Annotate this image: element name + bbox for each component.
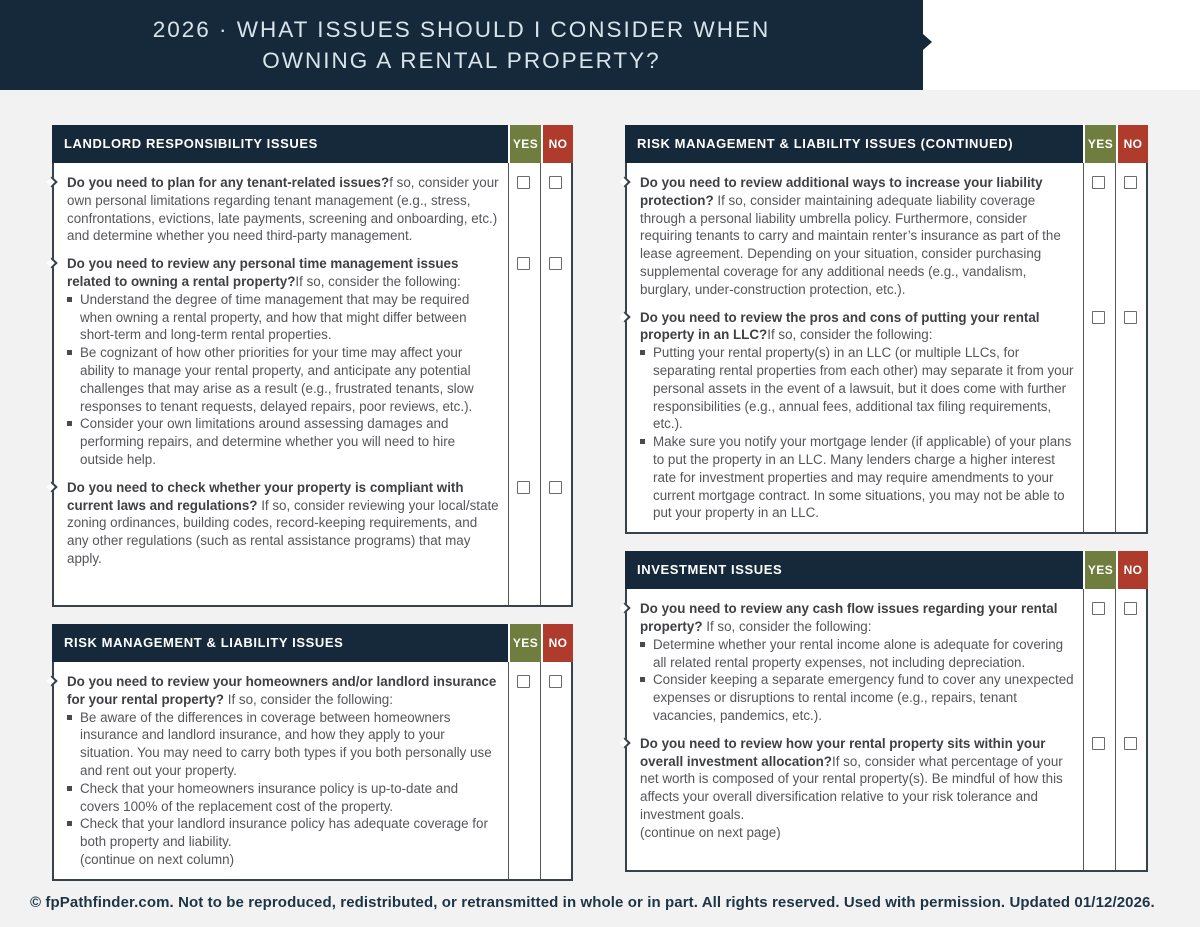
bullet-icon <box>640 350 645 355</box>
bullet-icon <box>67 421 72 426</box>
bullet-item: Make sure you notify your mortgage lender (if applicable) of your plans to put the property in an LLC. Many lenders charge a higher interest rate for investment properties and may require amendments to your current mortgage contract. In some situations, you may not be able to put your property in an LLC. <box>640 433 1074 522</box>
no-checkbox[interactable] <box>549 481 562 494</box>
yes-header: YES <box>1083 125 1116 163</box>
yes-checkbox[interactable] <box>517 481 530 494</box>
bullet-icon <box>640 439 645 444</box>
bullet-icon <box>640 677 645 682</box>
yes-checkbox[interactable] <box>517 257 530 270</box>
question-pointer-icon <box>619 737 630 748</box>
continuation-note: (continue on next column) <box>80 851 235 867</box>
section-header <box>625 551 1148 589</box>
question-item <box>627 309 1146 533</box>
question-text: Do you need to review how your rental property sits within your overall investment allocation?If so, consider what percentage of your net worth is composed of your rental property(s). Be mindful of how this affects your overall diversification relative to your risk tolerance and investment goals. <box>640 735 1063 822</box>
question-text: Do you need to review any cash flow issues regarding your rental property? If so, consider the following: <box>640 601 1058 634</box>
page-title-line-2: OWNING A RENTAL PROPERTY? <box>262 48 661 73</box>
no-checkbox[interactable] <box>1124 737 1137 750</box>
bullet-item: Consider keeping a separate emergency fund to cover any unexpected expenses or disruptions to rental income (e.g., repairs, tenant vacancies, pandemics, etc.). <box>640 671 1074 724</box>
question-bold: Do you need to review the pros and cons of putting your rental property in an LLC? <box>640 309 1040 343</box>
question-item <box>627 174 1146 309</box>
bullet-item: Consider your own limitations around assessing damages and performing repairs, and determine whether you will need to hire outside help. <box>67 415 499 468</box>
question-pointer-icon <box>46 675 57 686</box>
question-bold: Do you need to plan for any tenant-related issues? <box>67 175 390 190</box>
section-risk-management-liability-issues <box>52 624 573 881</box>
question-pointer-icon <box>46 258 57 269</box>
bullet-item: Check that your homeowners insurance policy is up-to-date and covers 100% of the replacement cost of the property. <box>67 780 499 816</box>
bullet-list <box>640 636 1074 725</box>
section-body <box>52 662 573 881</box>
no-header: NO <box>541 125 573 163</box>
question-text: Do you need to check whether your property is compliant with current laws and regulations? If so, consider reviewing your local/state zoning ordinances, building codes, record-keeping requirements, and any other regulations (such as rental assistance programs) that may apply. <box>67 479 499 566</box>
bullet-icon <box>640 642 645 647</box>
section-header <box>52 624 573 662</box>
bullet-icon <box>67 297 72 302</box>
question-pointer-icon <box>619 311 630 322</box>
no-checkbox[interactable] <box>549 176 562 189</box>
question-bold: Do you need to review additional ways to increase your liability protection? <box>640 175 1043 208</box>
yes-checkbox[interactable] <box>1092 737 1105 750</box>
question-bold: Do you need to review your homeowners and/or landlord insurance for your rental property? <box>67 674 497 707</box>
yes-header: YES <box>508 125 541 163</box>
section-title: RISK MANAGEMENT & LIABILITY ISSUES (CONTINUED) <box>625 125 1083 163</box>
bullet-item: Putting your rental property(s) in an LLC (or multiple LLCs, for separating rental properties from each other) may separate it from your personal assets in the event of a lawsuit, but it does come with further responsibilities (e.g., annual fees, additional tax filing requirements, etc.). <box>640 344 1074 433</box>
question-text: Do you need to plan for any tenant-related issues?f so, consider your own personal limitations regarding tenant management (e.g., stress, confrontations, evictions, late payments, screening and onboarding, etc.) and determine whether you need third-party management. <box>67 175 499 244</box>
bullet-icon <box>67 715 72 720</box>
question-item <box>627 600 1146 735</box>
question-pointer-icon <box>46 176 57 187</box>
no-checkbox[interactable] <box>1124 602 1137 615</box>
no-checkbox[interactable] <box>549 675 562 688</box>
no-checkbox[interactable] <box>1124 176 1137 189</box>
question-pointer-icon <box>46 481 57 492</box>
bullet-icon <box>67 786 72 791</box>
question-bold: Do you need to review any personal time management issues related to owning a rental property? <box>67 256 459 289</box>
footer-copyright: © fpPathfinder.com. Not to be reproduced, redistributed, or retransmitted in whole or in part. All rights reserved. Used with permission. Updated 01/12/2026. <box>30 894 1155 911</box>
question-text: Do you need to review the pros and cons of putting your rental property in an LLC?If so, consider the following: <box>640 309 1040 343</box>
bullet-list <box>640 344 1074 522</box>
question-bold: Do you need to review how your rental property sits within your overall investment allocation? <box>640 735 1046 769</box>
question-item <box>627 735 1146 852</box>
section-body <box>625 589 1148 872</box>
section-body <box>52 163 573 607</box>
question-text: Do you need to review any personal time management issues related to owning a rental property?If so, consider the following: <box>67 256 461 289</box>
bullet-icon <box>67 350 72 355</box>
no-checkbox[interactable] <box>1124 311 1137 324</box>
bullet-list <box>67 709 499 851</box>
yes-header: YES <box>508 624 541 662</box>
yes-checkbox[interactable] <box>1092 311 1105 324</box>
question-bold: Do you need to check whether your property is compliant with current laws and regulations? <box>67 479 464 513</box>
question-item <box>54 174 571 255</box>
no-header: NO <box>541 624 573 662</box>
yes-checkbox[interactable] <box>517 675 530 688</box>
section-title: LANDLORD RESPONSIBILITY ISSUES <box>52 125 508 163</box>
bullet-item: Check that your landlord insurance policy has adequate coverage for both property and liability. <box>67 815 499 851</box>
left-column <box>52 125 573 898</box>
yes-header: YES <box>1083 551 1116 589</box>
page-title-banner <box>0 0 923 90</box>
question-item <box>54 255 571 479</box>
right-column <box>625 125 1148 889</box>
section-risk-management-liability-issues-continued <box>625 125 1148 534</box>
arrow-right-icon <box>923 34 932 50</box>
bullet-item: Be cognizant of how other priorities for your time may affect your ability to manage your rental property, and anticipate any potential challenges that may arise as a result (e.g., frustrated tenants, slow responses to tenant requests, delayed repairs, poor reviews, etc.). <box>67 344 499 415</box>
continuation-note: (continue on next page) <box>640 824 781 840</box>
top-right-spacer <box>923 0 1200 90</box>
question-text: Do you need to review your homeowners and/or landlord insurance for your rental property? If so, consider the following: <box>67 674 497 707</box>
no-header: NO <box>1116 551 1148 589</box>
page-title-line-1: 2026 · WHAT ISSUES SHOULD I CONSIDER WHEN <box>152 17 771 42</box>
question-text: Do you need to review additional ways to increase your liability protection? If so, consider maintaining adequate liability coverage through a personal liability umbrella policy. Furthermore, consider requiring tenants to carry and maintain renter’s insurance as part of the lease agreement. Depending on your situation, consider purchasing supplemental coverage for any additional needs (e.g., vandalism, burglary, under-construction protection, etc.). <box>640 175 1061 297</box>
yes-checkbox[interactable] <box>517 176 530 189</box>
bullet-item: Be aware of the differences in coverage between homeowners insurance and landlord insurance, and how they apply to your situation. You may need to carry both types if you both personally use and rent out your property. <box>67 709 499 780</box>
question-pointer-icon <box>619 176 630 187</box>
yes-checkbox[interactable] <box>1092 176 1105 189</box>
section-header <box>52 125 573 163</box>
question-bold: Do you need to review any cash flow issues regarding your rental property? <box>640 601 1058 634</box>
section-body <box>625 163 1148 534</box>
question-item <box>54 673 571 879</box>
section-investment-issues <box>625 551 1148 872</box>
section-title: INVESTMENT ISSUES <box>625 551 1083 589</box>
section-header <box>625 125 1148 163</box>
section-title: RISK MANAGEMENT & LIABILITY ISSUES <box>52 624 508 662</box>
section-landlord-responsibility-issues <box>52 125 573 607</box>
question-pointer-icon <box>619 602 630 613</box>
yes-checkbox[interactable] <box>1092 602 1105 615</box>
no-header: NO <box>1116 125 1148 163</box>
question-item <box>54 479 571 578</box>
no-checkbox[interactable] <box>549 257 562 270</box>
bullet-item: Determine whether your rental income alone is adequate for covering all related rental property expenses, not including depreciation. <box>640 636 1074 672</box>
bullet-icon <box>67 821 72 826</box>
bullet-list <box>67 291 499 469</box>
bullet-item: Understand the degree of time management that may be required when owning a rental property, and how that might differ between short-term and long-term rental properties. <box>67 291 499 344</box>
